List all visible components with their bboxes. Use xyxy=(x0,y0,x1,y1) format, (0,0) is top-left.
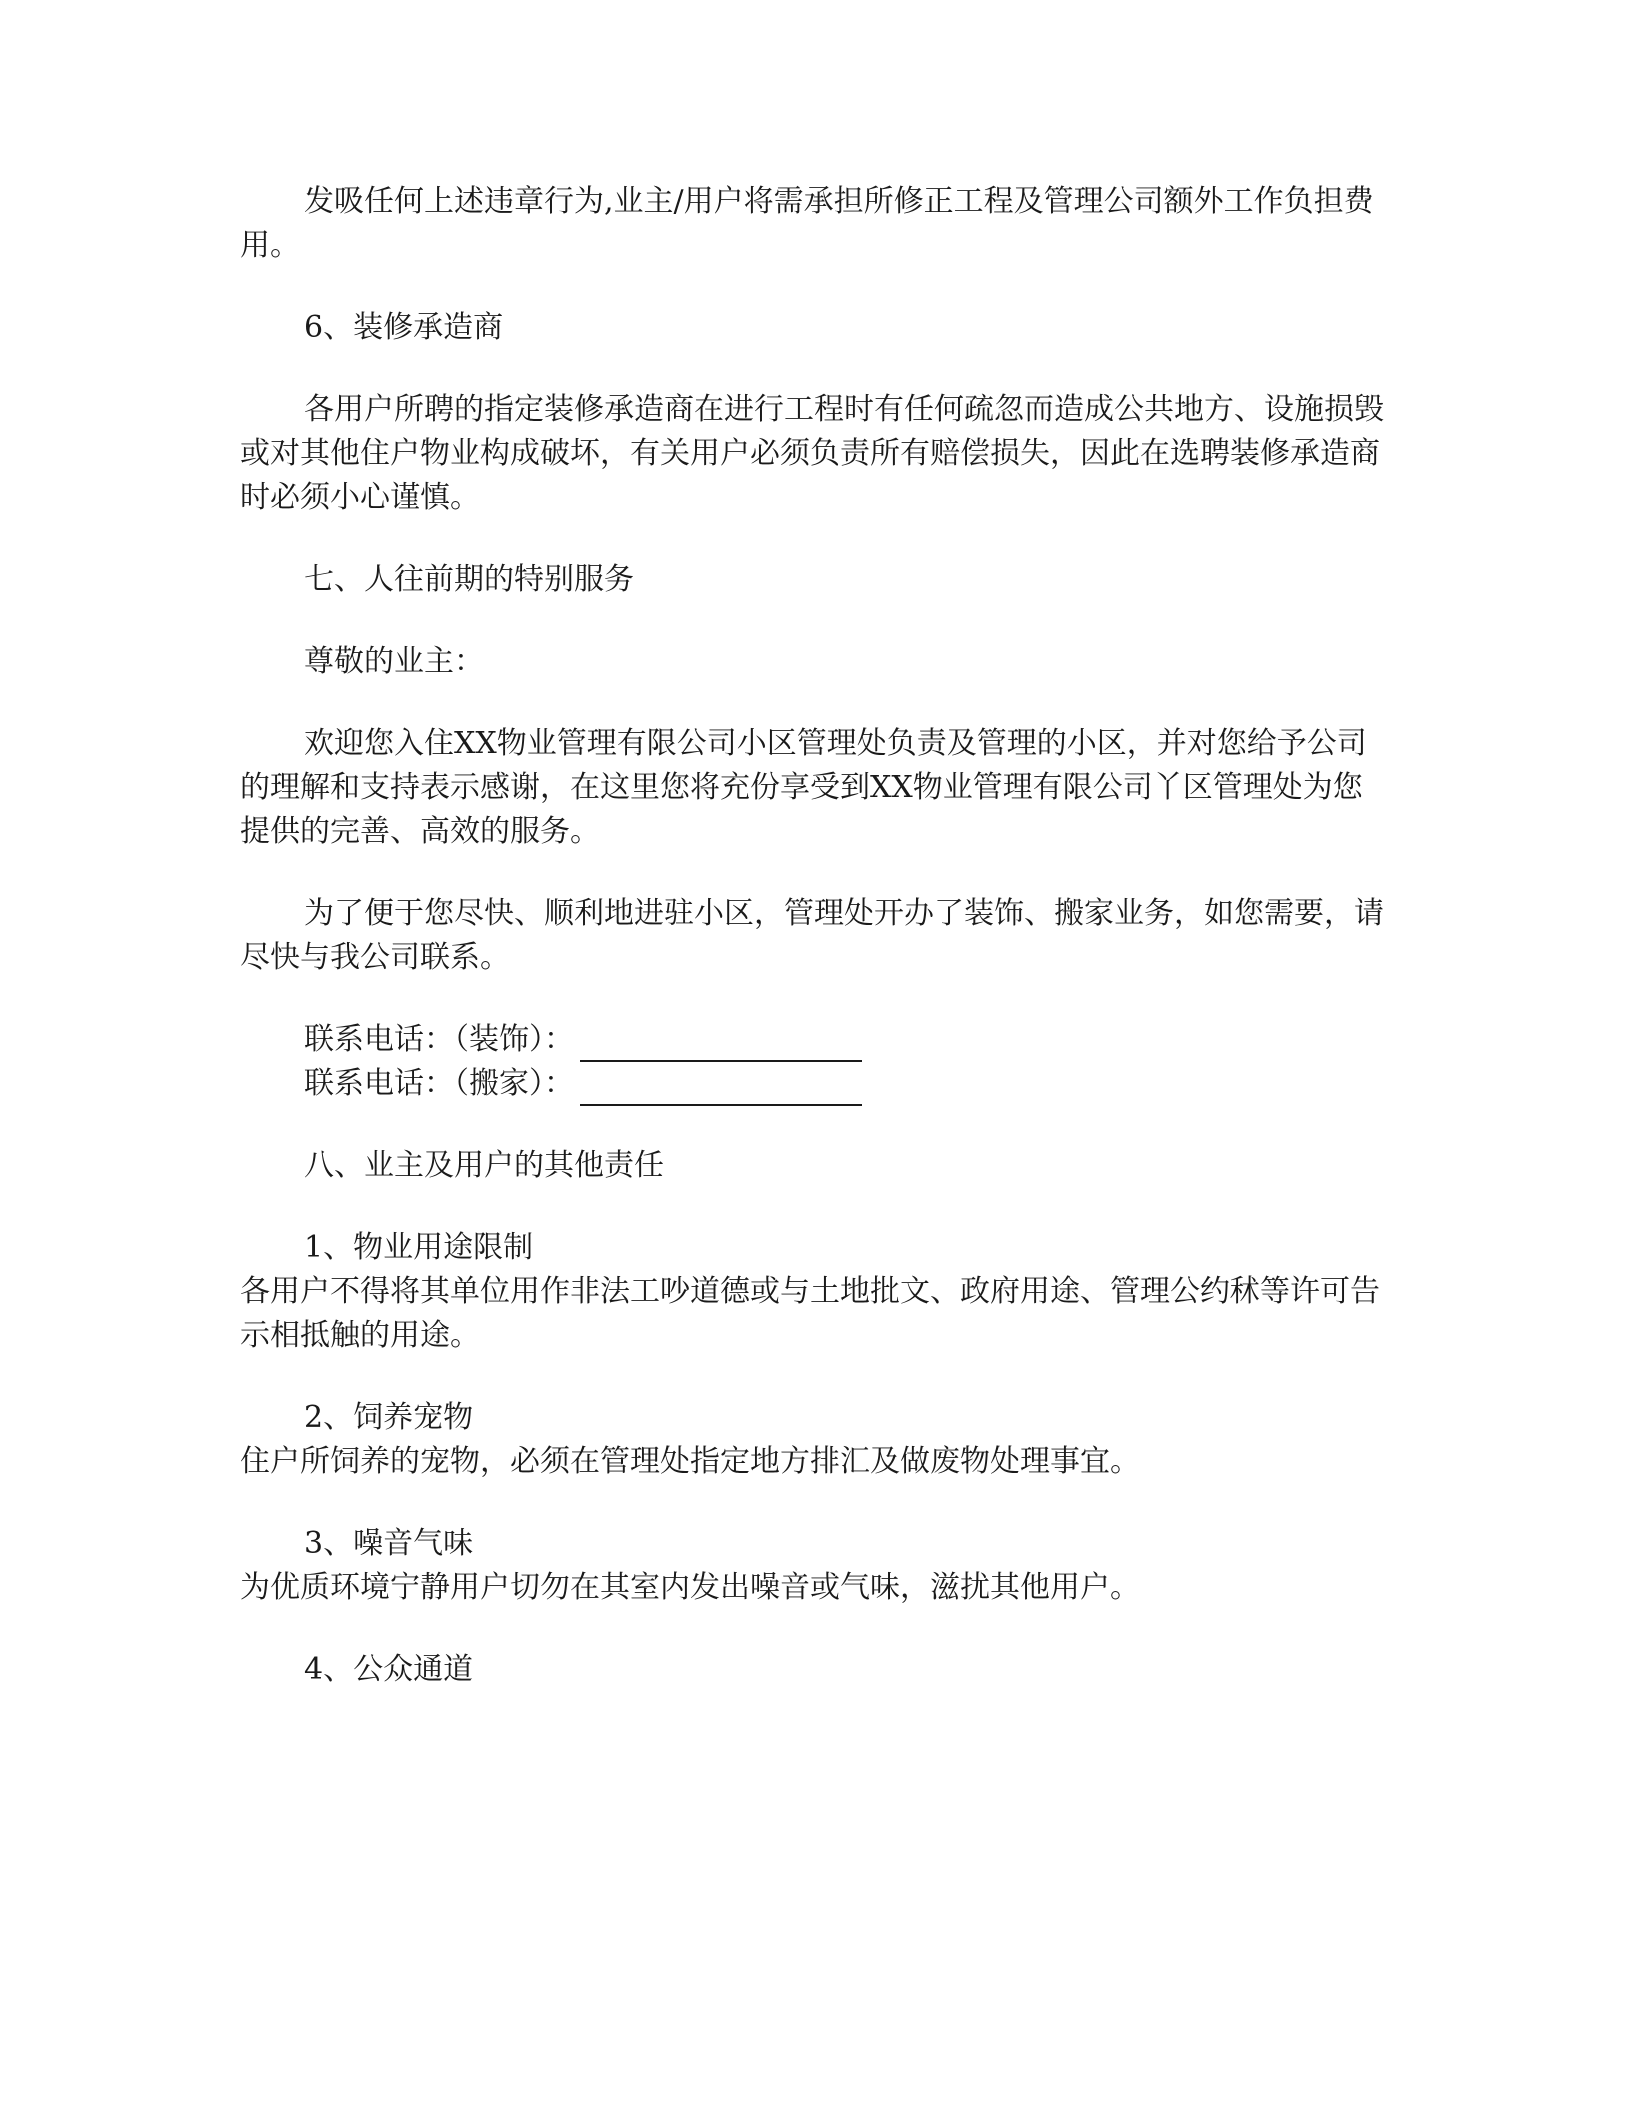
subheading-property-use: 1、物业用途限制 xyxy=(304,1230,534,1265)
subheading-pets: 2、饲养宠物 xyxy=(304,1400,474,1435)
greeting: 尊敬的业主： xyxy=(304,644,484,679)
paragraph-contractor-liability: 各用户所聘的指定装修承造商在进行工程时有任何疏忽而造成公共地方、设施损毁或对其他住户物业构成破坏，有关用户必须负责所有赔偿损失，因此在选聘装修承造商时必须小心谨慎。 xyxy=(240,392,1384,515)
paragraph-violation-costs: 发吸任何上述违章行为,业主/用户将需承担所修正工程及管理公司额外工作负担费用。 xyxy=(240,184,1374,263)
contact-blank-moving xyxy=(580,1072,862,1106)
contact-label-decoration: 联系电话：（装饰）： xyxy=(304,1022,574,1057)
subheading-public-passage: 4、公众通道 xyxy=(304,1652,474,1687)
contact-line-decoration xyxy=(240,1018,1390,1062)
paragraph-moving-services: 为了便于您尽快、顺利地进驻小区，管理处开办了装饰、搬家业务，如您需要，请尽快与我公司联系。 xyxy=(240,896,1384,975)
paragraph-property-use: 各用户不得将其单位用作非法工吵道德或与土地批文、政府用途、管理公约秫等许可告示相抵触的用途。 xyxy=(240,1274,1380,1353)
heading-renovation-contractor: 6、装修承造商 xyxy=(304,310,504,345)
contact-label-moving: 联系电话：（搬家）： xyxy=(304,1066,574,1101)
contact-line-moving xyxy=(240,1062,1390,1106)
paragraph-pets: 住户所饲养的宠物，必须在管理处指定地方排汇及做废物处理事宜。 xyxy=(240,1444,1140,1479)
paragraph-welcome: 欢迎您入住XX物业管理有限公司小区管理处负责及管理的小区，并对您给予公司的理解和支持表示感谢，在这里您将充份享受到XX物业管理有限公司丫区管理处为您提供的完善、高效的服务。 xyxy=(240,726,1367,849)
heading-other-responsibilities: 八、业主及用户的其他责任 xyxy=(304,1148,664,1183)
heading-special-services: 七、人往前期的特别服务 xyxy=(304,562,634,597)
paragraph-noise-odor: 为优质环境宁静用户切勿在其室内发出噪音或气味，滋扰其他用户。 xyxy=(240,1570,1140,1605)
subheading-noise-odor: 3、噪音气味 xyxy=(304,1526,474,1561)
document-page xyxy=(240,180,1390,1692)
contact-blank-decoration xyxy=(580,1028,862,1062)
